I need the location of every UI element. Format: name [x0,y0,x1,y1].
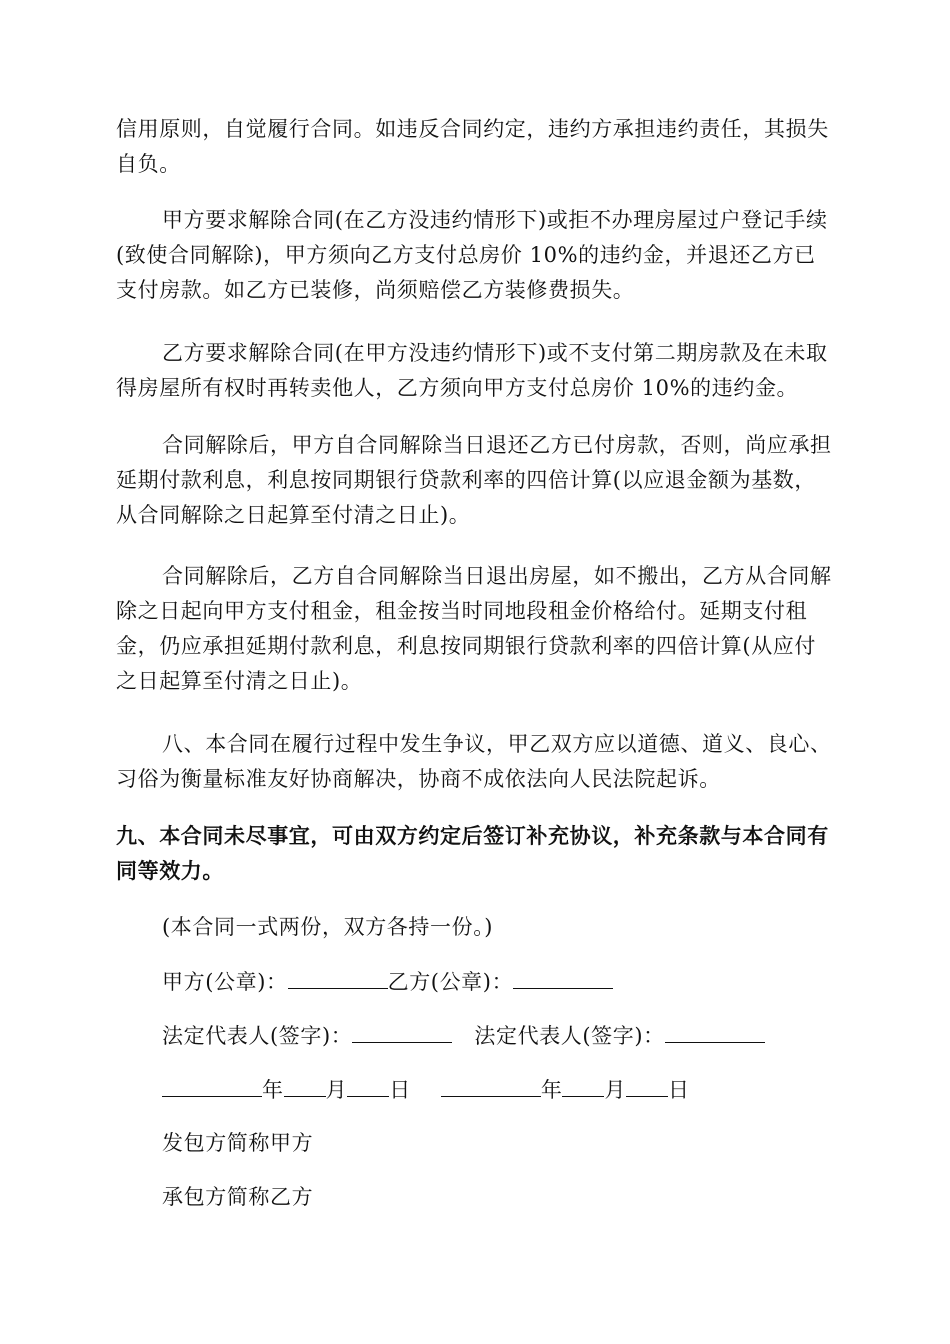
party-b-seal-blank [513,966,613,989]
date-b-month-label: 月 [604,1078,627,1102]
party-b-seal-label: 乙方(公章)： [387,970,514,994]
paragraph-move-out-after-termination: 合同解除后，乙方自合同解除当日退出房屋，如不搬出，乙方从合同解除之日起向甲方支付租金，租金按当时同地段租金价格给付。延期支付租金，仍应承担延期付款利息，利息按同期银行贷款利率的四倍计算(从应付之日起算至付清之日止)。 [116,564,832,693]
contractor-b-line: 承包方简称乙方 [162,1185,314,1209]
paragraph-dispute-resolution: 八、本合同在履行过程中发生争议，甲乙双方应以道德、道义、良心、习俗为衡量标准友好协商解决，协商不成依法向人民法院起诉。 [116,732,832,791]
date-a-year-label: 年 [262,1078,284,1102]
legal-rep-line [162,1019,765,1054]
legal-rep-a-label: 法定代表人(签字)： [162,1024,353,1048]
party-a-seal-label: 甲方(公章)： [162,970,288,994]
paragraph-refund-after-termination: 合同解除后，甲方自合同解除当日退还乙方已付房款，否则，尚应承担延期付款利息，利息按同期银行贷款利率的四倍计算(以应退金额为基数，从合同解除之日起算至付清之日止)。 [116,433,832,527]
date-a-day-blank [347,1074,389,1097]
seal-line [162,965,613,1000]
date-b-year-label: 年 [540,1078,563,1102]
date-a-year-blank [162,1074,262,1097]
paragraph-party-a-termination: 甲方要求解除合同(在乙方没违约情形下)或拒不办理房屋过户登记手续(致使合同解除)，甲方须向乙方支付总房价 10%的违约金，并退还乙方已支付房款。如乙方已装修，尚须赔偿乙方装修费损失。 [116,208,828,302]
paragraph-credit-principle: 信用原则，自觉履行合同。如违反合同约定，违约方承担违约责任，其损失自负。 [116,117,829,176]
legal-rep-b-label: 法定代表人(签字)： [474,1024,665,1048]
party-a-seal-blank [288,966,388,989]
date-a-month-label: 月 [325,1078,348,1102]
date-b-day-label: 日 [668,1078,690,1102]
paragraph-supplementary-agreement: 九、本合同未尽事宜，可由双方约定后签订补充协议，补充条款与本合同有同等效力。 [116,823,829,883]
paragraph-party-b-termination: 乙方要求解除合同(在甲方没违约情形下)或不支付第二期房款及在未取得房屋所有权时再转卖他人，乙方须向甲方支付总房价 10%的违约金。 [116,341,828,400]
date-a-day-label: 日 [389,1078,411,1102]
date-b-month-blank [562,1074,604,1097]
contractor-a-line: 发包方简称甲方 [162,1131,314,1155]
date-a-month-blank [284,1074,326,1097]
legal-rep-a-blank [352,1020,452,1043]
copies-note: (本合同一式两份，双方各持一份。) [162,915,494,939]
date-line [162,1073,690,1108]
date-b-day-blank [626,1074,668,1097]
date-b-year-blank [441,1074,541,1097]
legal-rep-b-blank [665,1020,765,1043]
